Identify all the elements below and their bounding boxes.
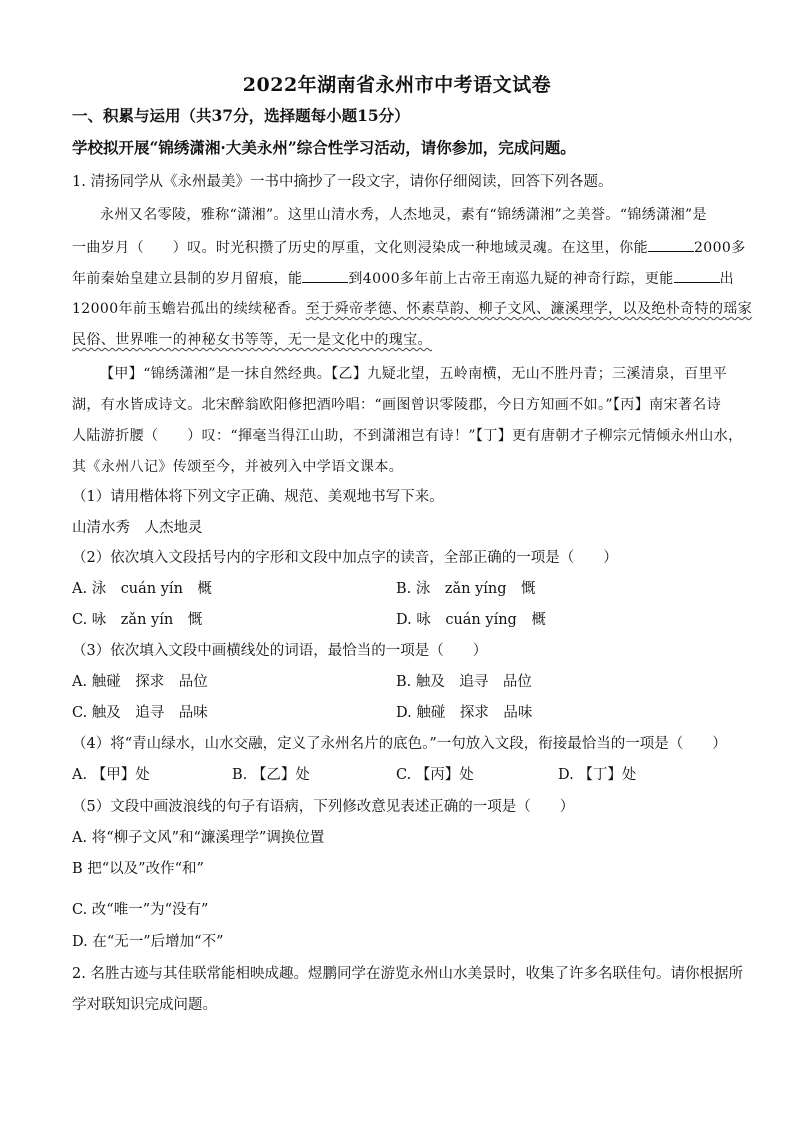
option-2b[interactable]: B. 泳 zǎn yíng 慨 [396, 581, 536, 597]
option-3b[interactable]: B. 触及 追寻 品位 [396, 674, 532, 690]
passage1-line2-tail: 2000多 [694, 240, 746, 256]
passage1-line4 [72, 299, 752, 319]
option-2a[interactable]: A. 泳 cuán yín 概 [72, 581, 212, 597]
passage1-line2-text: 一曲岁月（ ）叹。时光积攒了历史的厚重，文化则浸染成一种地域灵魂。在这里，你能 [72, 240, 648, 256]
option-2c[interactable]: C. 咏 zǎn yín 慨 [72, 612, 203, 628]
option-4d[interactable]: D. 【丁】处 [558, 767, 637, 783]
option-3c[interactable]: C. 触及 追寻 品味 [72, 705, 208, 721]
subquestion-2: （2）依次填入文段括号内的字形和文段中加点字的读音，全部正确的一项是（ ） [72, 550, 618, 566]
passage2-line1: 【甲】“锦绣潇湘”是一抹自然经典。【乙】九疑北望，五岭南横，无山不胜丹青；三溪清泉，百里平 [100, 366, 728, 382]
passage1-line3-b: 到4000多年前上古帝王南巡九疑的神奇行踪，更能 [348, 271, 674, 287]
section-heading: 一、积累与运用（共37分，选择题每小题15分） [72, 106, 410, 125]
question-1: 1. 清扬同学从《永州最美》一书中摘抄了一段文字，请你仔细阅读，回答下列各题。 [72, 174, 613, 190]
passage2-line2: 湖，有水皆成诗文。北宋醉翁欧阳修把酒吟唱：“画图曾识零陵郡，今日方知画不如。”【丙】南宋著名诗 [72, 397, 722, 413]
passage1-line3-c: 出 [719, 271, 735, 287]
fill-blank-1 [648, 237, 694, 252]
wavy-sentence-part1: 至于舜帝孝德、怀素草韵、柳子文风、濂溪理学，以及绝朴奇特的瑶家 [305, 301, 753, 317]
option-4c[interactable]: C. 【丙】处 [396, 767, 474, 783]
passage1-line3 [72, 268, 734, 289]
passage1-line2 [72, 237, 746, 258]
passage1-line5 [72, 330, 432, 350]
subquestion-3: （3）依次填入文段中画横线处的词语，最恰当的一项是（ ） [72, 643, 488, 659]
option-4b[interactable]: B. 【乙】处 [232, 767, 310, 783]
wavy-sentence-part2: 民俗、世界唯一的神秘女书等等，无一是文化中的瑰宝。 [72, 332, 432, 348]
option-4a[interactable]: A. 【甲】处 [72, 767, 150, 783]
subquestion-5: （5）文段中画波浪线的句子有语病，下列修改意见表述正确的一项是（ ） [72, 799, 575, 815]
passage2-line4: 其《永州八记》传颂至今，并被列入中学语文课本。 [72, 459, 404, 475]
option-3d[interactable]: D. 触碰 探求 品味 [396, 705, 533, 721]
fill-blank-3 [674, 268, 720, 283]
option-5b[interactable]: B 把“以及”改作“和” [72, 861, 204, 877]
option-2d[interactable]: D. 咏 cuán yíng 概 [396, 612, 546, 628]
option-3a[interactable]: A. 触碰 探求 品位 [72, 674, 208, 690]
question-2-line1: 2. 名胜古迹与其佳联常能相映成趣。煜鹏同学在游览永州山水美景时，收集了许多名联佳句。请你根据所 [72, 966, 743, 982]
passage2-line3: 人陆游折腰（ ）叹：“揮毫当得江山助，不到潇湘岂有诗！”【丁】更有唐朝才子柳宗元情倾永州山水， [72, 428, 743, 444]
fill-blank-2 [302, 268, 348, 283]
option-5a[interactable]: A. 将“柳子文风”和“濂溪理学”调换位置 [72, 830, 325, 846]
subquestion-1: （1）请用楷体将下列文字正确、规范、美观地书写下来。 [72, 489, 444, 505]
copy-text: 山清水秀 人杰地灵 [72, 520, 203, 536]
question-2-line2: 学对联知识完成问题。 [72, 997, 217, 1013]
passage1-line3-a: 年前秦始皇建立县制的岁月留痕，能 [72, 271, 303, 287]
passage1-line4-a: 12000年前玉蟾岩孤出的续续秘香。 [72, 301, 306, 317]
option-5c[interactable]: C. 改“唯一”为“没有” [72, 902, 209, 918]
page-title: 2022年湖南省永州市中考语文试卷 [242, 74, 552, 96]
option-5d[interactable]: D. 在“无一”后增加“不” [72, 934, 224, 950]
activity-intro: 学校拟开展“锦绣潇湘·大美永州”综合性学习活动，请你参加，完成问题。 [72, 138, 576, 157]
subquestion-4: （4）将“青山绿水，山水交融，定义了永州名片的底色。”一句放入文段，衔接最恰当的一项是（ ） [72, 736, 727, 752]
passage1-line1: 永州又名零陵，雅称“潇湘”。这里山清水秀，人杰地灵，素有“锦绣潇湘”之美誉。“锦绣潇湘”是 [100, 207, 707, 223]
